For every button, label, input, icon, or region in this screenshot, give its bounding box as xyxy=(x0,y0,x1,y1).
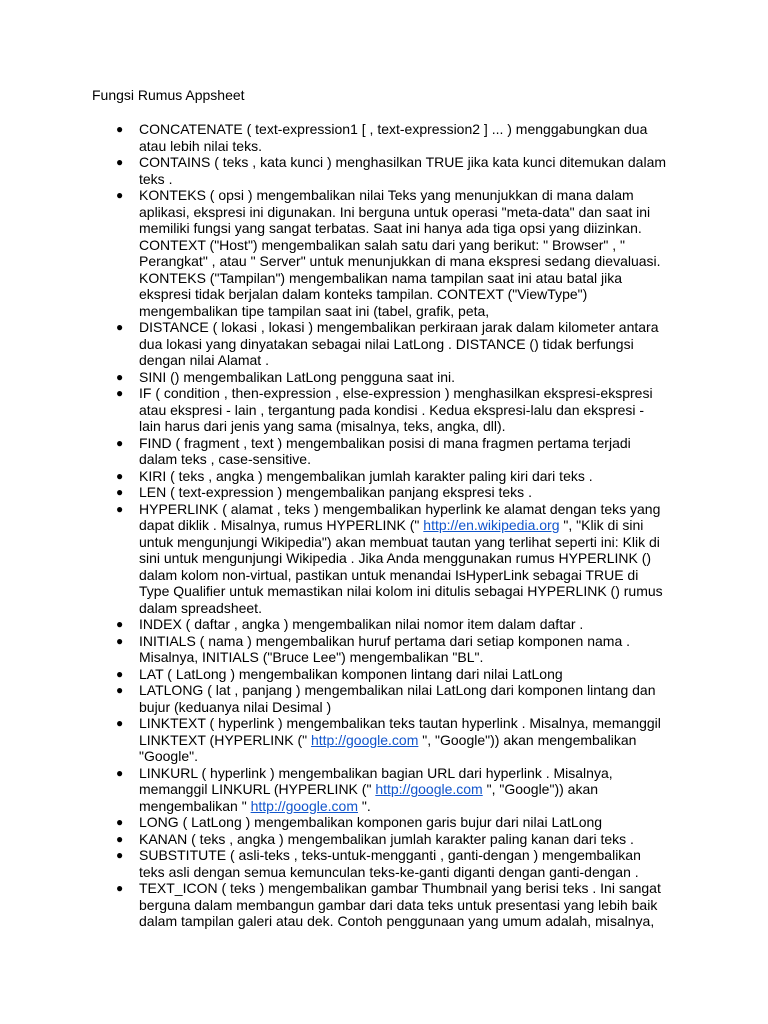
bullet-icon: ● xyxy=(116,435,124,450)
url-link[interactable]: http://en.wikipedia.org xyxy=(423,517,560,533)
bullet-icon: ● xyxy=(116,831,124,846)
list-item-line: teks . xyxy=(139,170,173,187)
list-item-line xyxy=(139,781,768,798)
list-item-line: dua lokasi yang dinyatakan sebagai nilai LatLong . DISTANCE () tidak berfungsi xyxy=(139,335,634,352)
list-item xyxy=(0,187,768,319)
url-link[interactable]: http://google.com xyxy=(310,731,419,748)
list-item xyxy=(0,831,768,848)
list-item xyxy=(0,616,768,633)
list-item-line: KONTEKS ( opsi ) mengembalikan nilai Teks yang menunjukkan di mana dalam xyxy=(139,187,634,203)
list-item xyxy=(0,765,768,815)
list-item-line: atau ekspresi - lain , tergantung pada kondisi . Kedua ekspresi-lalu dan ekspresi - xyxy=(139,401,645,418)
line-text: LINKTEXT (HYPERLINK (" xyxy=(139,731,311,748)
list-item-line: bujur (keduanya nilai Desimal ) xyxy=(139,698,332,715)
list-item-line: LINKTEXT ( hyperlink ) mengembalikan teks tautan hyperlink . Misalnya, memanggil xyxy=(139,715,661,731)
list-item xyxy=(0,682,768,715)
bullet-icon: ● xyxy=(116,386,124,400)
line-text: ". xyxy=(358,797,371,814)
line-text: mengembalikan " xyxy=(139,797,251,814)
list-item xyxy=(0,847,768,880)
list-item-line: atau lebih nilai teks. xyxy=(139,137,262,154)
list-item-line: dalam teks , case-sensitive. xyxy=(139,451,311,467)
function-list xyxy=(0,121,768,930)
list-item-line xyxy=(139,517,768,534)
list-item-line: LATLONG ( lat , panjang ) mengembalikan nilai LatLong dari komponen lintang dan xyxy=(139,682,656,698)
list-item-line: LINKURL ( hyperlink ) mengembalikan bagian URL dari hyperlink . Misalnya, xyxy=(139,764,613,781)
list-item-line xyxy=(139,798,768,815)
url-link[interactable]: http://google.com xyxy=(375,781,483,797)
list-item-line: INITIALS ( nama ) mengembalikan huruf pertama dari setiap komponen nama . xyxy=(139,632,631,649)
bullet-icon: ● xyxy=(116,468,124,483)
bullet-icon: ● xyxy=(116,369,124,384)
list-item xyxy=(0,468,768,485)
list-item-line: FIND ( fragment , text ) mengembalikan posisi di mana fragmen pertama terjadi xyxy=(139,434,631,451)
bullet-icon: ● xyxy=(116,815,124,829)
list-item-line: dalam tampilan galeri atau dek. Contoh penggunaan yang umum adalah, misalnya, xyxy=(139,913,655,929)
bullet-icon: ● xyxy=(116,122,124,136)
list-item-line: Perangkat" , atau " Server" untuk menunjukkan di mana ekspresi sedang dievaluasi. xyxy=(139,253,661,269)
list-item xyxy=(0,385,768,435)
list-item-line: teks asli dengan semua kemunculan teks-ke-ganti diganti dengan ganti-dengan . xyxy=(139,863,639,880)
list-item-line: DISTANCE ( lokasi , lokasi ) mengembalikan perkiraan jarak dalam kilometer antara xyxy=(139,319,659,335)
list-item-line: dalam kolom non-virtual, pastikan untuk menandai IsHyperLink sebagai TRUE di xyxy=(139,566,639,583)
list-item xyxy=(0,484,768,501)
list-item-line: IF ( condition , then-expression , else-expression ) menghasilkan ekspresi-ekspresi xyxy=(139,385,653,401)
bullet-icon: ● xyxy=(116,683,124,697)
list-item xyxy=(0,319,768,369)
list-item-line: CONCATENATE ( text-expression1 [ , text-expression2 ] ... ) menggabungkan dua xyxy=(139,121,648,137)
list-item-line: KIRI ( teks , angka ) mengembalikan jumlah karakter paling kiri dari teks . xyxy=(139,467,593,484)
bullet-icon: ● xyxy=(116,188,124,202)
list-item-line: berguna dalam membangun gambar dari data teks untuk presentasi yang lebih baik xyxy=(139,896,658,913)
bullet-icon: ● xyxy=(116,485,124,499)
bullet-icon: ● xyxy=(116,666,124,681)
list-item-line xyxy=(139,732,768,749)
list-item-line: untuk mengunjungi Wikipedia") akan membuat tautan yang terlihat seperti ini: Klik di xyxy=(139,533,660,550)
list-item-line: CONTEXT ("Host") mengembalikan salah satu dari yang berikut: " Browser" , " xyxy=(139,236,625,253)
list-item-line: memiliki fungsi yang sangat terbatas. Saat ini hanya ada tiga opsi yang diizinkan. xyxy=(139,220,642,236)
list-item xyxy=(0,369,768,386)
bullet-icon: ● xyxy=(116,633,124,648)
list-item-line: "Google". xyxy=(139,748,198,764)
bullet-icon: ● xyxy=(116,320,124,334)
list-item-line: sini untuk mengunjungi Wikipedia . Jika Anda menggunakan rumus HYPERLINK () xyxy=(139,550,652,566)
bullet-icon: ● xyxy=(116,765,124,780)
list-item xyxy=(0,501,768,617)
list-item xyxy=(0,154,768,187)
list-item-line: KONTEKS ("Tampilan") mengembalikan nama tampilan saat ini atau batal jika xyxy=(139,269,623,286)
list-item-line: LAT ( LatLong ) mengembalikan komponen lintang dari nilai LatLong xyxy=(139,665,563,682)
list-item-line: CONTAINS ( teks , kata kunci ) menghasilkan TRUE jika kata kunci ditemukan dalam xyxy=(139,154,667,170)
list-item xyxy=(0,715,768,765)
list-item xyxy=(0,633,768,666)
list-item-line: Misalnya, INITIALS ("Bruce Lee") mengembalikan "BL". xyxy=(139,649,484,665)
bullet-icon: ● xyxy=(116,881,124,895)
bullet-icon: ● xyxy=(116,716,124,730)
list-item xyxy=(0,880,768,930)
list-item xyxy=(0,121,768,154)
line-text: dapat diklik . Misalnya, rumus HYPERLINK (" xyxy=(139,517,424,533)
list-item-line: LEN ( text-expression ) mengembalikan panjang ekspresi teks . xyxy=(139,484,532,500)
bullet-icon: ● xyxy=(116,155,124,169)
list-item-line: INDEX ( daftar , angka ) mengembalikan nilai nomor item dalam daftar . xyxy=(139,616,584,632)
line-text: ", "Google")) akan xyxy=(482,781,599,797)
url-link[interactable]: http://google.com xyxy=(250,797,358,814)
list-item-line: mengembalikan tipe tampilan saat ini (tabel, grafik, peta, xyxy=(139,302,490,319)
list-item-line: dalam spreadsheet. xyxy=(139,599,262,616)
line-text: ", "Klik di sini xyxy=(559,517,644,533)
list-item xyxy=(0,666,768,683)
list-item-line: TEXT_ICON ( teks ) mengembalikan gambar Thumbnail yang berisi teks . Ini sangat xyxy=(139,880,661,896)
list-item-line: SUBSTITUTE ( asli-teks , teks-untuk-mengganti , ganti-dengan ) mengembalikan xyxy=(139,847,641,863)
list-item-line: SINI () mengembalikan LatLong pengguna saat ini. xyxy=(139,368,455,385)
list-item-line: ekspresi tidak berjalan dalam konteks tampilan. CONTEXT ("ViewType") xyxy=(139,286,588,302)
list-item-line: LONG ( LatLong ) mengembalikan komponen garis bujur dari nilai LatLong xyxy=(139,814,603,830)
list-item-line: aplikasi, ekspresi ini digunakan. Ini berguna untuk operasi "meta-data" dan saat ini xyxy=(139,203,651,220)
bullet-icon: ● xyxy=(116,501,124,516)
line-text: ", "Google")) akan mengembalikan xyxy=(418,731,637,748)
list-item-line: KANAN ( teks , angka ) mengembalikan jumlah karakter paling kanan dari teks . xyxy=(139,830,634,847)
list-item-line: lain harus dari jenis yang sama (misalnya, teks, angka, dll). xyxy=(139,418,506,434)
line-text: memanggil LINKURL (HYPERLINK (" xyxy=(139,781,376,797)
bullet-icon: ● xyxy=(116,848,124,862)
document-title: Fungsi Rumus Appsheet xyxy=(92,87,245,103)
list-item-line: dengan nilai Alamat . xyxy=(139,352,269,368)
list-item xyxy=(0,814,768,831)
list-item-line: Type Qualifier untuk memastikan nilai kolom ini ditulis sebagai HYPERLINK () rumus xyxy=(139,583,663,599)
bullet-icon: ● xyxy=(116,617,124,631)
list-item xyxy=(0,435,768,468)
list-item-line: HYPERLINK ( alamat , teks ) mengembalikan hyperlink ke alamat dengan teks yang xyxy=(139,500,661,517)
